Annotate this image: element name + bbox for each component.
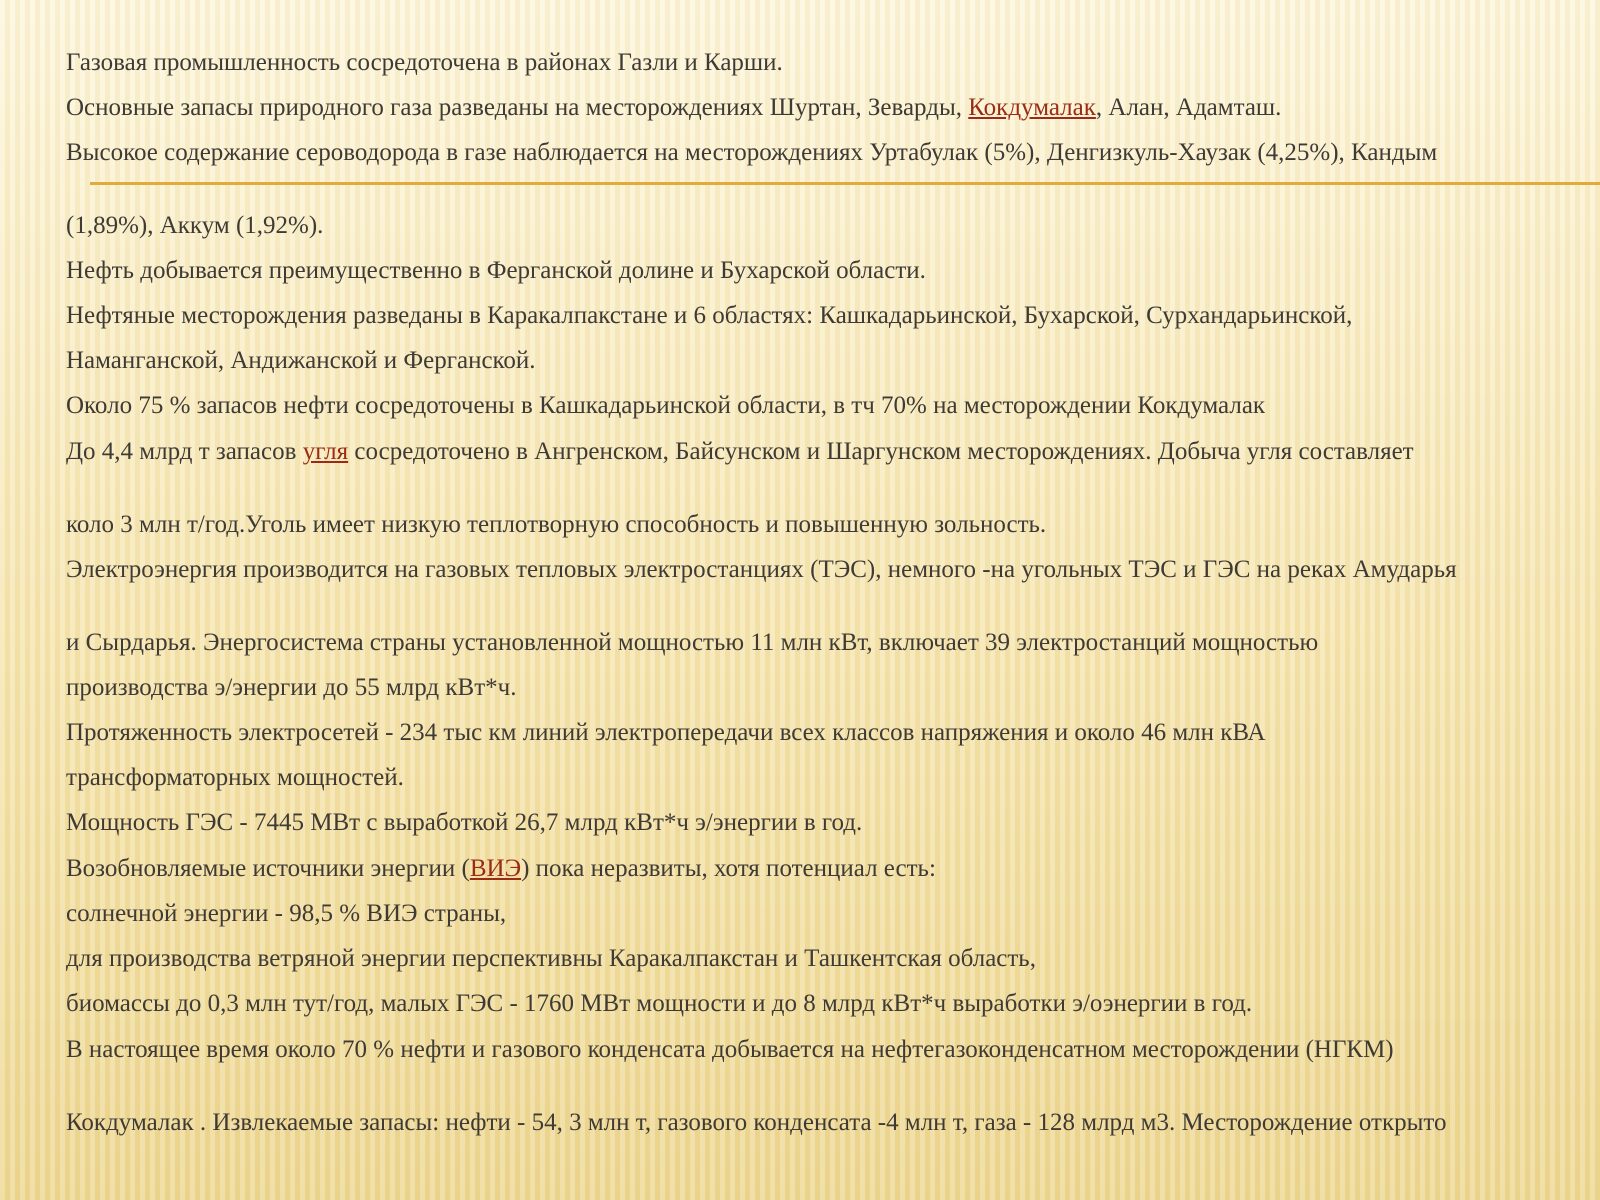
paragraph-wind: для производства ветряной энергии перспективны Каракалпакстан и Ташкентская область, [66, 945, 1036, 972]
paragraph-gas-reserves: Основные запасы природного газа разведаны на месторождениях Шуртан, Зеварды, Кокдумалак, Алан, Адамташ. [66, 94, 1282, 121]
link-vie[interactable]: ВИЭ [469, 855, 522, 882]
paragraph-oil-reserves: Около 75 % запасов нефти сосредоточены в Кашкадарьинской области, в тч 70% на месторождении Кокдумалак [66, 392, 1266, 419]
paragraph-oil-fields: Нефтяные месторождения разведаны в Каракалпакстане и 6 областях: Кашкадарьинской, Бухарской, Сурхандарьинской, [66, 302, 1353, 329]
paragraph-coal-reserves: До 4,4 млрд т запасов угля сосредоточено в Ангренском, Байсунском и Шаргунском месторождениях. Добыча угля составляет [66, 438, 1414, 465]
paragraph-condensate: В настоящее время около 70 % нефти и газового конденсата добывается на нефтегазоконденсатном месторождении (НГКМ) [66, 1036, 1394, 1063]
paragraph-energy-system: и Сырдарья. Энергосистема страны установленной мощностью 11 млн кВт, включает 39 электростанций мощностью [66, 629, 1319, 656]
paragraph-power-grid-cont: трансформаторных мощностей. [66, 764, 404, 791]
paragraph-energy-system-cont: производства э/энергии до 55 млрд кВт*ч. [66, 674, 517, 701]
link-coal[interactable]: угля [302, 438, 349, 465]
title-divider-line [90, 182, 1600, 185]
paragraph-hydro-capacity: Мощность ГЭС - 7445 МВт с выработкой 26,7 млрд кВт*ч э/энергии в год. [66, 809, 863, 836]
paragraph-oil-production: Нефть добывается преимущественно в Ферганской долине и Бухарской области. [66, 257, 926, 284]
paragraph-oil-fields-cont: Наманганской, Андижанской и Ферганской. [66, 347, 536, 374]
paragraph-coal-production: коло 3 млн т/год.Уголь имеет низкую теплотворную способность и повышенную зольность. [66, 511, 1047, 538]
paragraph-electricity: Электроэнергия производится на газовых тепловых электростанциях (ТЭС), немного -на угольных ТЭС и ГЭС на реках Амударья [66, 556, 1457, 583]
paragraph-renewables: Возобновляемые источники энергии (ВИЭ) пока неразвиты, хотя потенциал есть: [66, 855, 936, 882]
paragraph-gas-industry: Газовая промышленность сосредоточена в районах Газли и Карши. [66, 49, 783, 76]
link-kokdumalak[interactable]: Кокдумалак [968, 94, 1096, 121]
paragraph-solar: солнечной энергии - 98,5 % ВИЭ страны, [66, 900, 507, 927]
paragraph-hydrogen-sulfide-cont: (1,89%), Аккум (1,92%). [66, 212, 324, 239]
paragraph-biomass: биомассы до 0,3 млн тут/год, малых ГЭС - 1760 МВт мощности и до 8 млрд кВт*ч выработки э/оэнергии в год. [66, 990, 1253, 1017]
paragraph-kokdumalak-reserves: Кокдумалак . Извлекаемые запасы: нефти - 54, 3 млн т, газового конденсата -4 млн т, газа - 128 млрд м3. Месторождение открыто [66, 1109, 1447, 1136]
paragraph-power-grid: Протяженность электросетей - 234 тыс км линий электропередачи всех классов напряжения и около 46 млн кВА [66, 719, 1266, 746]
paragraph-hydrogen-sulfide: Высокое содержание сероводорода в газе наблюдается на месторождениях Уртабулак (5%), Денгизкуль-Хаузак (4,25%), Кандым [66, 139, 1438, 166]
